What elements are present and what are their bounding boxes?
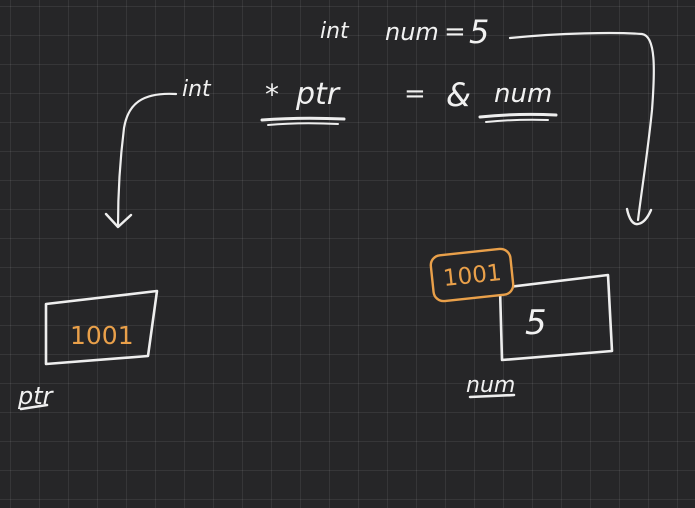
num-underline-second <box>486 120 548 122</box>
arrow-line-left <box>118 94 176 226</box>
num-box-value: 5 <box>525 303 547 343</box>
num-box-outline <box>500 275 612 360</box>
ptr-underline <box>262 118 344 120</box>
int-keyword-top: int <box>320 19 349 44</box>
assign-operator-top: = <box>444 17 466 47</box>
int-keyword-pointer: int <box>182 77 211 102</box>
declaration-pointer <box>182 76 556 125</box>
num-memory-box <box>430 248 612 398</box>
num-variable-top: num <box>385 18 439 46</box>
assign-operator-pointer: = <box>404 79 426 109</box>
num-underline <box>480 114 556 117</box>
arrow-line-right <box>510 33 654 220</box>
pointer-box-label: ptr <box>18 382 53 410</box>
arrow-to-pointer-box <box>106 94 176 227</box>
ptr-underline-second <box>268 123 338 125</box>
pointer-star: * <box>265 78 279 111</box>
declaration-int-num <box>320 13 489 51</box>
num-box-label: num <box>466 373 516 398</box>
address-tag-value: 1001 <box>441 259 503 292</box>
pointer-target: num <box>494 79 553 109</box>
pointer-name: ptr <box>296 77 340 112</box>
value-five-top: 5 <box>469 13 490 51</box>
address-of-symbol: & <box>446 76 471 114</box>
pointer-memory-box <box>17 291 157 410</box>
arrow-to-num-box <box>510 33 654 224</box>
pointer-box-value: 1001 <box>70 321 134 350</box>
